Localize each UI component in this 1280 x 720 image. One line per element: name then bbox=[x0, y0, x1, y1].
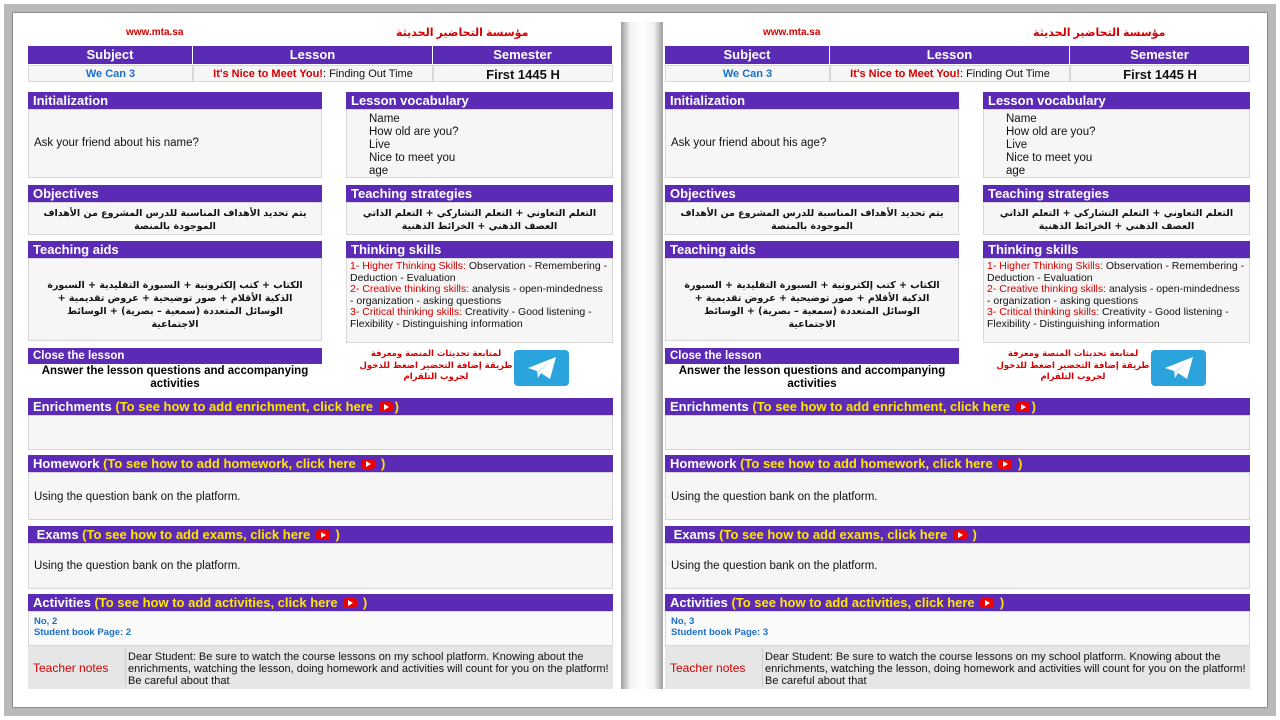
exams-box bbox=[665, 526, 1250, 589]
lesson-title: It's Nice to Meet You! bbox=[213, 68, 323, 80]
thinking-box bbox=[346, 241, 613, 343]
aids-box bbox=[665, 241, 959, 341]
activities-text bbox=[671, 617, 768, 638]
promo-text: لمتابعة تحديثات المنصة ومعرفة طريقة إضافة التحضير اضغط للدخول لجروب التلقرام bbox=[359, 349, 513, 382]
thinking-item: 3- Critical thinking skills: Creativity - Good listening - Flexibility - Distinguishing information bbox=[987, 306, 1229, 330]
header-row bbox=[28, 46, 613, 64]
vocab-item: How old are you? bbox=[369, 126, 459, 138]
lesson-page-1 bbox=[26, 22, 621, 689]
vocabulary-title: Lesson vocabulary bbox=[346, 92, 613, 109]
activity-page: Student book Page: 2 bbox=[34, 626, 132, 638]
youtube-icon[interactable] bbox=[379, 402, 393, 412]
semester-value: First 1445 H bbox=[1070, 65, 1250, 82]
objectives-title: Objectives bbox=[665, 185, 959, 202]
activities-box bbox=[28, 594, 613, 646]
youtube-icon[interactable] bbox=[316, 530, 330, 540]
promo-text: لمتابعة تحديثات المنصة ومعرفة طريقة إضافة التحضير اضغط للدخول لجروب التلقرام bbox=[996, 349, 1150, 382]
vocab-item: Name bbox=[1006, 113, 1037, 125]
activities-text bbox=[34, 617, 131, 638]
initialization-text: Ask your friend about his name? bbox=[34, 137, 199, 149]
subject-value: We Can 3 bbox=[28, 65, 193, 82]
header-row bbox=[665, 46, 1250, 64]
objectives-text: يتم تحديد الأهداف المناسبة للدرس المشروع من الأهداف الموجودة بالمنصة bbox=[43, 208, 307, 232]
thinking-box bbox=[983, 241, 1250, 343]
vocab-item: Live bbox=[369, 139, 391, 151]
youtube-icon[interactable] bbox=[980, 598, 994, 608]
strategies-box bbox=[983, 185, 1250, 235]
activities-link[interactable]: (To see how to add activities, click here ) bbox=[94, 595, 368, 610]
exams-title: Exams bbox=[36, 527, 79, 542]
vocabulary-box bbox=[346, 92, 613, 178]
vocab-item: Nice to meet you bbox=[369, 152, 456, 164]
homework-text: Using the question bank on the platform. bbox=[671, 491, 878, 503]
enrichments-title: Enrichments bbox=[33, 399, 112, 414]
thinking-title: Thinking skills bbox=[346, 241, 613, 258]
activities-box bbox=[665, 594, 1250, 646]
lesson-header: Lesson bbox=[830, 46, 1070, 64]
activities-title: Activities bbox=[33, 595, 91, 610]
vocabulary-list bbox=[369, 113, 459, 178]
vocab-item: Nice to meet you bbox=[1006, 152, 1093, 164]
telegram-icon[interactable] bbox=[514, 350, 569, 386]
notes-divider bbox=[762, 648, 763, 687]
thinking-item: 3- Critical thinking skills: Creativity - Good listening - Flexibility - Distinguishing information bbox=[350, 306, 592, 330]
lesson-value bbox=[830, 65, 1070, 82]
telegram-promo[interactable] bbox=[346, 347, 611, 387]
teacher-notes bbox=[665, 646, 1250, 689]
exams-text: Using the question bank on the platform. bbox=[34, 560, 241, 572]
aids-text: الكتاب + كتب إلكترونية + السبورة التقليدية + السبورة الذكية الأقلام + صور توضيحية + عروض تقديمية + الوسائل المتعددة (سمعية – بصرية) + الوسائط الاجتماعية bbox=[684, 280, 940, 330]
strategies-text: التعلم التعاوني + التعلم التشاركي + التعلم الذاتي العصف الذهني + الخرائط الذهنية bbox=[999, 208, 1234, 232]
vocab-item: Name bbox=[369, 113, 400, 125]
site-name: مؤسسة التحاضير الحديثة bbox=[1033, 27, 1166, 39]
vocabulary-box bbox=[983, 92, 1250, 178]
activity-page: Student book Page: 3 bbox=[671, 626, 769, 638]
objectives-title: Objectives bbox=[28, 185, 322, 202]
enrichments-title: Enrichments bbox=[670, 399, 749, 414]
exams-title: Exams bbox=[673, 527, 716, 542]
thinking-list bbox=[984, 259, 1249, 333]
teacher-notes bbox=[28, 646, 613, 689]
objectives-box bbox=[28, 185, 322, 235]
vocabulary-title: Lesson vocabulary bbox=[983, 92, 1250, 109]
lesson-title: It's Nice to Meet You! bbox=[850, 68, 960, 80]
subject-header: Subject bbox=[665, 46, 830, 64]
site-name: مؤسسة التحاضير الحديثة bbox=[396, 27, 529, 39]
site-url[interactable]: www.mta.sa bbox=[763, 27, 821, 38]
thinking-item: 1- Higher Thinking Skills: Observation - Remembering - Deduction - Evaluation bbox=[350, 260, 608, 284]
vocab-item: How old are you? bbox=[1006, 126, 1096, 138]
enrichments-box bbox=[665, 398, 1250, 450]
strategies-box bbox=[346, 185, 613, 235]
youtube-icon[interactable] bbox=[343, 598, 357, 608]
vocab-item: Live bbox=[1006, 139, 1028, 151]
close-lesson-title: Close the lesson bbox=[665, 348, 959, 364]
initialization-box bbox=[28, 92, 322, 178]
lesson-subtitle: : Finding Out Time bbox=[322, 68, 413, 80]
semester-header: Semester bbox=[433, 46, 613, 64]
site-header bbox=[663, 27, 1258, 41]
telegram-icon[interactable] bbox=[1151, 350, 1206, 386]
exams-link[interactable]: (To see how to add exams, click here ) bbox=[82, 527, 340, 542]
lesson-value bbox=[193, 65, 433, 82]
exams-text: Using the question bank on the platform. bbox=[671, 560, 878, 572]
thinking-item: 2- Creative thinking skills: analysis - open-mindedness - organization - asking questions bbox=[987, 283, 1240, 307]
close-lesson-text: Answer the lesson questions and accompanying activities bbox=[41, 365, 309, 390]
enrichments-box bbox=[28, 398, 613, 450]
close-lesson-box bbox=[665, 348, 959, 392]
vocab-item: age bbox=[369, 165, 389, 177]
teacher-notes-text: Dear Student: Be sure to watch the course lessons on my school platform. Knowing about the enrichments, watching the lesson, doing homework and activities will count for you on the platform! Be careful about that bbox=[765, 651, 1246, 687]
vocabulary-list bbox=[1006, 113, 1096, 178]
vocab-item: age bbox=[1006, 165, 1026, 177]
youtube-icon[interactable] bbox=[998, 459, 1012, 469]
value-row bbox=[665, 65, 1250, 82]
strategies-title: Teaching strategies bbox=[346, 185, 613, 202]
activity-number: No, 2 bbox=[34, 616, 58, 627]
value-row bbox=[28, 65, 613, 82]
page-gutter bbox=[621, 22, 663, 689]
teacher-notes-label: Teacher notes bbox=[33, 661, 109, 675]
enrichments-link[interactable]: (To see how to add enrichment, click here ) bbox=[752, 399, 1036, 414]
thinking-list bbox=[347, 259, 612, 333]
aids-title: Teaching aids bbox=[28, 241, 322, 258]
subject-header: Subject bbox=[28, 46, 193, 64]
close-lesson-text: Answer the lesson questions and accompanying activities bbox=[678, 365, 946, 390]
homework-text: Using the question bank on the platform. bbox=[34, 491, 241, 503]
teacher-notes-text: Dear Student: Be sure to watch the course lessons on my school platform. Knowing about the enrichments, watching the lesson, doing homework and activities will count for you on the platform! Be careful about that bbox=[128, 651, 609, 687]
exams-link[interactable]: (To see how to add exams, click here ) bbox=[719, 527, 977, 542]
lesson-subtitle: : Finding Out Time bbox=[959, 68, 1050, 80]
homework-link[interactable]: (To see how to add homework, click here ) bbox=[740, 456, 1023, 471]
subject-value: We Can 3 bbox=[665, 65, 830, 82]
activities-title: Activities bbox=[670, 595, 728, 610]
telegram-promo[interactable] bbox=[983, 347, 1248, 387]
lesson-header: Lesson bbox=[193, 46, 433, 64]
semester-value: First 1445 H bbox=[433, 65, 613, 82]
semester-header: Semester bbox=[1070, 46, 1250, 64]
objectives-text: يتم تحديد الأهداف المناسبة للدرس المشروع من الأهداف الموجودة بالمنصة bbox=[680, 208, 944, 232]
site-url[interactable]: www.mta.sa bbox=[126, 27, 184, 38]
initialization-box bbox=[665, 92, 959, 178]
homework-box bbox=[665, 455, 1250, 520]
close-lesson-box bbox=[28, 348, 322, 392]
objectives-box bbox=[665, 185, 959, 235]
enrichments-link[interactable]: (To see how to add enrichment, click here ) bbox=[115, 399, 399, 414]
thinking-title: Thinking skills bbox=[983, 241, 1250, 258]
initialization-text: Ask your friend about his age? bbox=[671, 137, 827, 149]
youtube-icon[interactable] bbox=[953, 530, 967, 540]
homework-title: Homework bbox=[670, 456, 737, 471]
activities-link[interactable]: (To see how to add activities, click here ) bbox=[731, 595, 1005, 610]
youtube-icon[interactable] bbox=[361, 459, 375, 469]
initialization-title: Initialization bbox=[28, 92, 322, 109]
homework-box bbox=[28, 455, 613, 520]
strategies-title: Teaching strategies bbox=[983, 185, 1250, 202]
homework-title: Homework bbox=[33, 456, 100, 471]
initialization-title: Initialization bbox=[665, 92, 959, 109]
homework-link[interactable]: (To see how to add homework, click here ) bbox=[103, 456, 386, 471]
activity-number: No, 3 bbox=[671, 616, 695, 627]
close-lesson-title: Close the lesson bbox=[28, 348, 322, 364]
aids-box bbox=[28, 241, 322, 341]
exams-box bbox=[28, 526, 613, 589]
youtube-icon[interactable] bbox=[1016, 402, 1030, 412]
teacher-notes-label: Teacher notes bbox=[670, 661, 746, 675]
strategies-text: التعلم التعاوني + التعلم التشاركي + التعلم الذاتي العصف الذهني + الخرائط الذهنية bbox=[362, 208, 597, 232]
aids-text: الكتاب + كتب إلكترونية + السبورة التقليدية + السبورة الذكية الأقلام + صور توضيحية + عروض تقديمية + الوسائل المتعددة (سمعية – بصرية) + الوسائط الاجتماعية bbox=[47, 280, 303, 330]
notes-divider bbox=[125, 648, 126, 687]
thinking-item: 1- Higher Thinking Skills: Observation - Remembering - Deduction - Evaluation bbox=[987, 260, 1245, 284]
lesson-page-2 bbox=[663, 22, 1258, 689]
thinking-item: 2- Creative thinking skills: analysis - open-mindedness - organization - asking questions bbox=[350, 283, 603, 307]
site-header bbox=[26, 27, 621, 41]
aids-title: Teaching aids bbox=[665, 241, 959, 258]
